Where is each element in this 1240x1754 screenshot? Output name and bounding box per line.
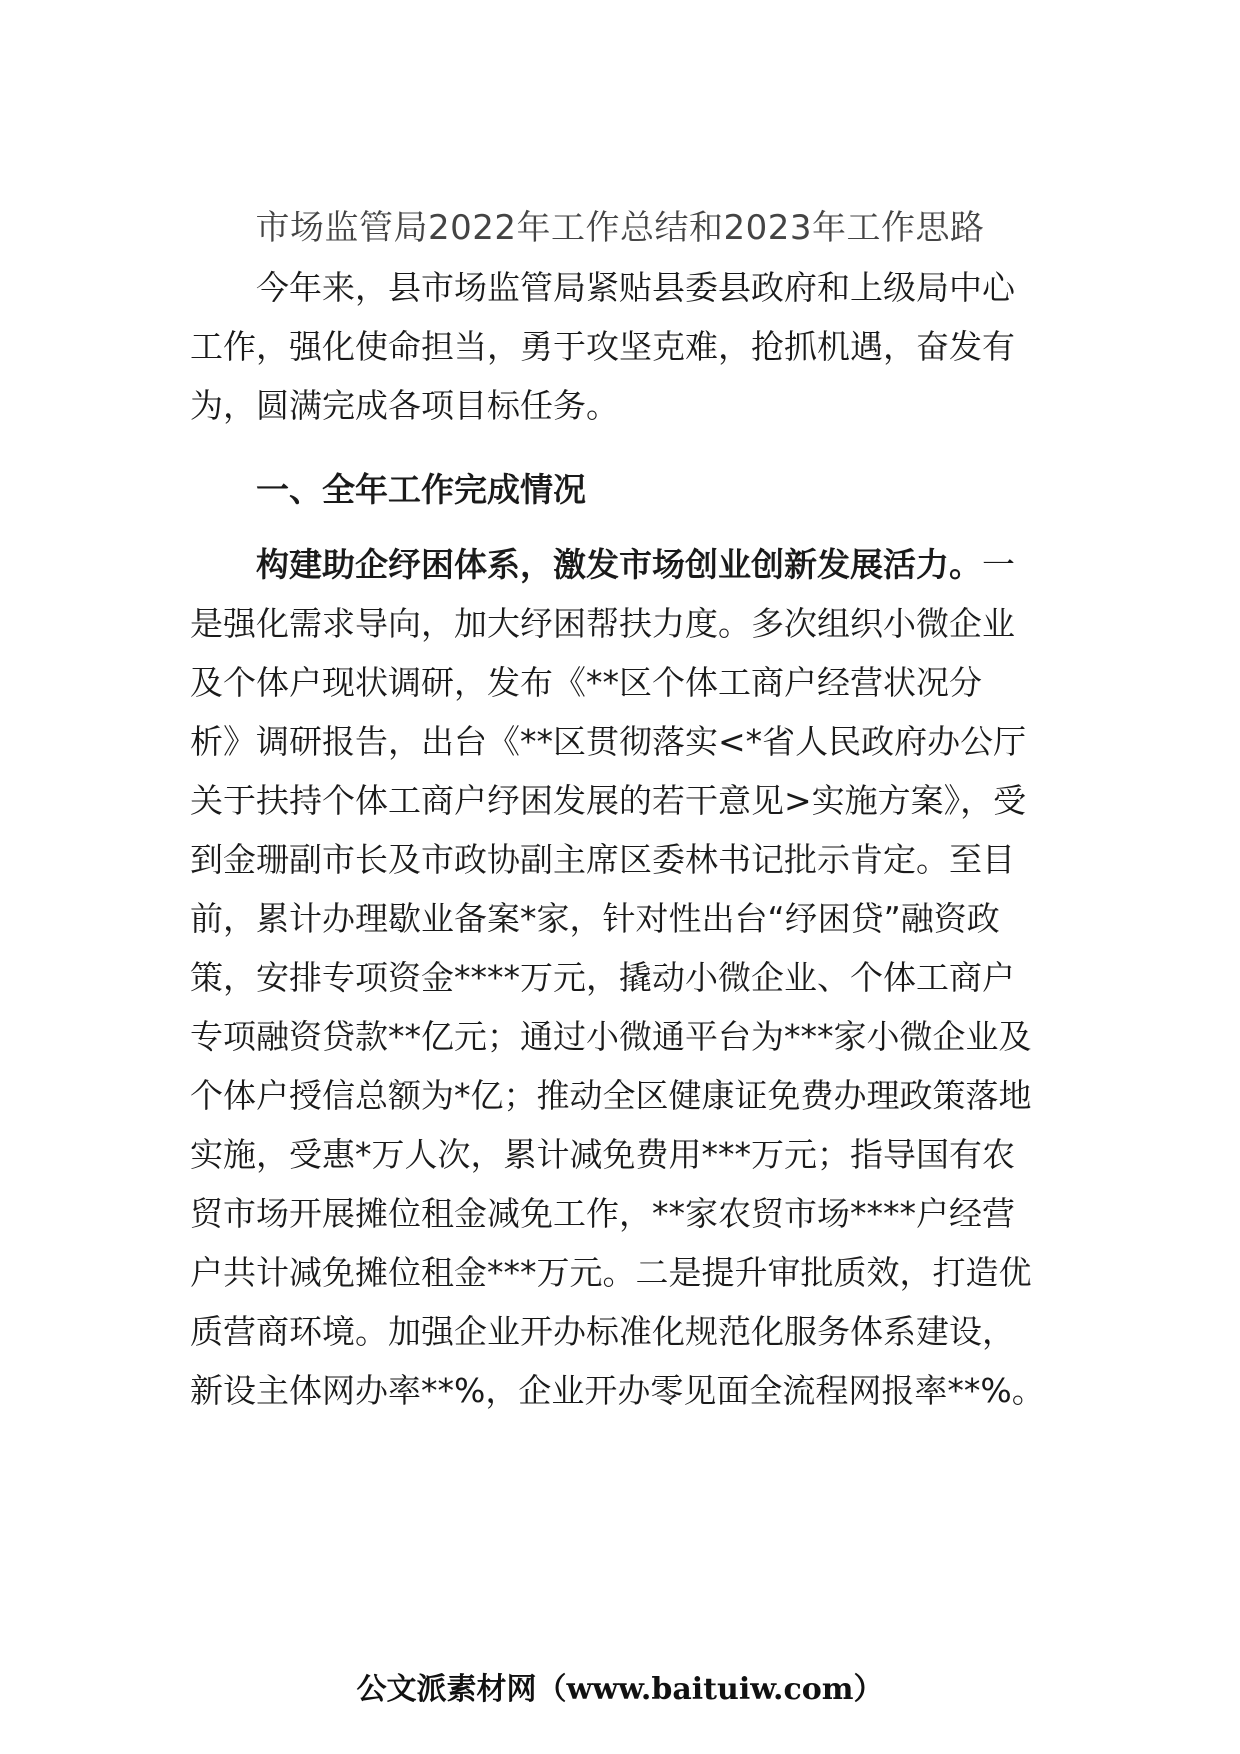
para1-line-9: 个体户授信总额为*亿；推动全区健康证免费办理政策落地 — [190, 1076, 1032, 1115]
para1-line-5: 到金珊副市长及市政协副主席区委林书记批示肯定。至目 — [190, 840, 1015, 879]
intro-line-2: 工作，强化使命担当，勇于攻坚克难，抢抓机遇，奋发有 — [190, 327, 1015, 366]
para1-lead-bold: 构建助企纾困体系，激发市场创业创新发展活力。 — [256, 545, 982, 584]
para1-line-8: 专项融资贷款**亿元；通过小微通平台为***家小微企业及 — [190, 1017, 1032, 1056]
para1-line-4: 关于扶持个体工商户纾困发展的若干意见>实施方案》，受 — [190, 781, 1027, 820]
para1-line-13: 质营商环境。加强企业开办标准化规范化服务体系建设， — [190, 1312, 1015, 1351]
para1-line-10: 实施，受惠*万人次，累计减免费用***万元；指导国有农 — [190, 1135, 1015, 1174]
footer-watermark: 公文派素材网（www.baituiw.com） — [356, 1672, 884, 1707]
para1-lead-line — [256, 537, 1015, 593]
intro-line-1: 今年来，县市场监管局紧贴县委县政府和上级局中心 — [256, 268, 1015, 307]
para1-line-14: 新设主体网办率**%，企业开办零见面全流程网报率**%。 — [190, 1371, 1045, 1410]
para1-line-6: 前，累计办理歇业备案*家，针对性出台“纾困贷”融资政 — [190, 899, 1000, 938]
para1-line-7: 策，安排专项资金****万元，撬动小微企业、个体工商户 — [190, 958, 1015, 997]
para1-line-3: 析》调研报告，出台《**区贯彻落实<*省人民政府办公厅 — [190, 722, 1027, 761]
para1-line-1: 是强化需求导向，加大纾困帮扶力度。多次组织小微企业 — [190, 604, 1015, 643]
intro-line-3: 为，圆满完成各项目标任务。 — [190, 386, 619, 425]
para1-line-11: 贸市场开展摊位租金减免工作，**家农贸市场****户经营 — [190, 1194, 1015, 1233]
para1-lead-rest: 一 — [982, 545, 1015, 584]
para1-line-2: 及个体户现状调研，发布《**区个体工商户经营状况分 — [190, 663, 982, 702]
document-title: 市场监管局2022年工作总结和2023年工作思路 — [255, 208, 985, 248]
para1-line-12: 户共计减免摊位租金***万元。二是提升审批质效，打造优 — [190, 1253, 1032, 1292]
section-heading: 一、全年工作完成情况 — [256, 470, 586, 509]
